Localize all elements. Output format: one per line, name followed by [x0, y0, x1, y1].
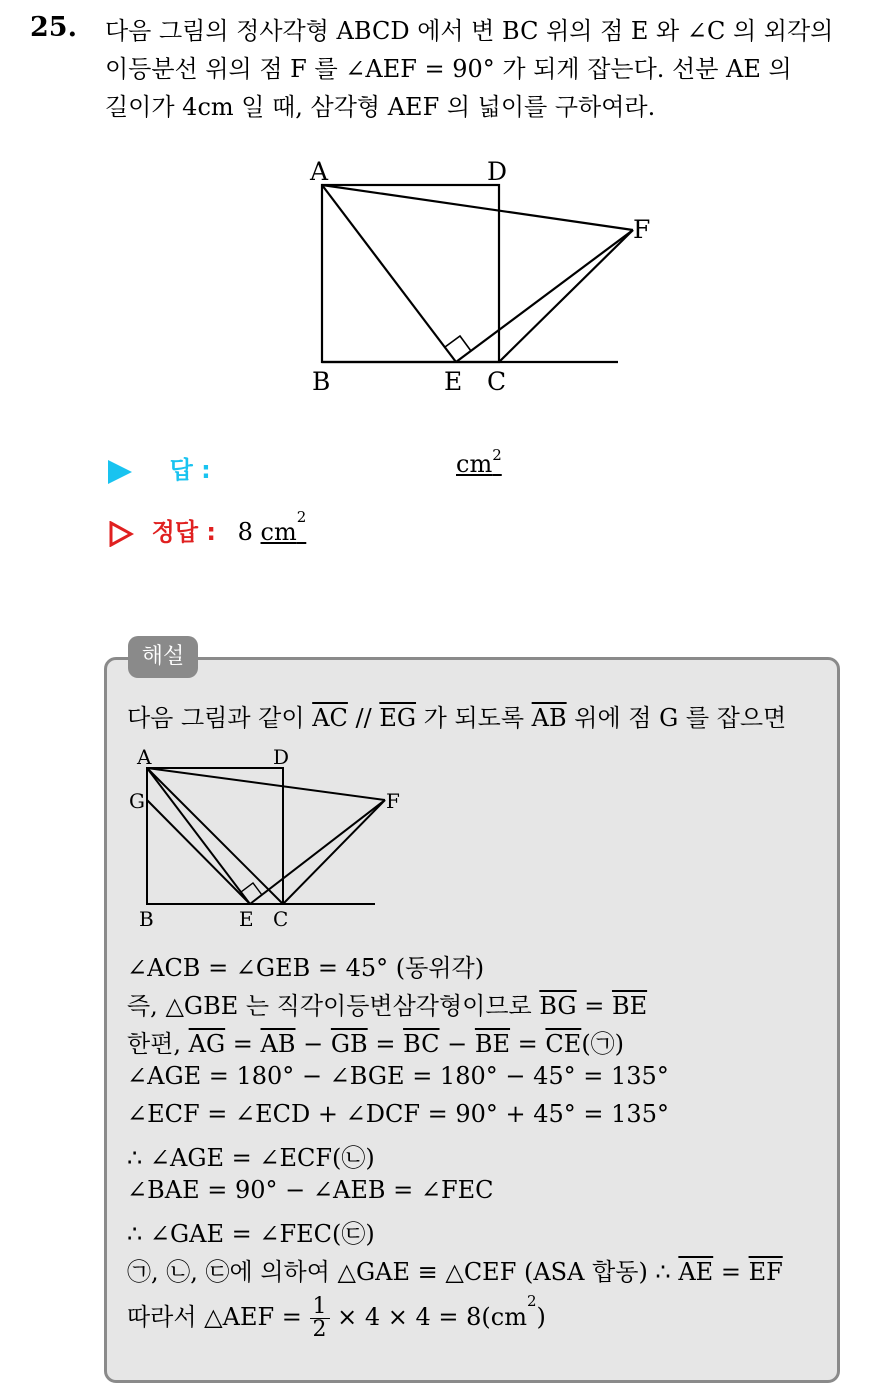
- solution-line-2: 즉, △GBE 는 직각이등변삼각형이므로 $\overline{BG} = \overline{BE}$: [127, 992, 648, 1020]
- label-e: E: [239, 907, 254, 931]
- correct-answer-label: 정답 :: [151, 518, 216, 546]
- correct-answer-row: [108, 508, 307, 547]
- label-c: C: [273, 907, 289, 931]
- figure-square-abcd: [290, 150, 670, 410]
- label-e: E: [444, 367, 463, 396]
- answer-label: 답 :: [169, 456, 211, 484]
- triangle-play-icon: [108, 460, 132, 484]
- label-c: C: [487, 367, 507, 396]
- solution-line-5: ∠ECF = ∠ECD + ∠DCF = 90° + 45° = 135°: [127, 1100, 669, 1128]
- label-g: G: [129, 789, 145, 813]
- correct-answer-unit: $cm^2$: [260, 508, 307, 546]
- label-f: F: [633, 215, 651, 244]
- label-f: F: [386, 789, 400, 813]
- answer-unit: $cm^2$: [456, 446, 502, 478]
- solution-line-9: ㉠, ㉡, ㉢에 의하여 △GAE ≡ △CEF (ASA 합동) ∴ $\overline{AE} = \overline{EF}$: [127, 1258, 783, 1286]
- label-b: B: [312, 367, 331, 396]
- label-a: A: [310, 157, 329, 186]
- solution-intro: 다음 그림과 같이 $\overline{AC} // \overline{EG}$ 가 되도록 $\overline{AB}$ 위에 점 G 를 잡으면: [127, 704, 787, 732]
- solution-line-3: 한편, $\overline{AG} = \overline{AB} - \overline{GB} = \overline{BC} - \overline{BE}$ = $\overline{CE}(㉠)$: [127, 1030, 625, 1058]
- triangle-outline-icon: [108, 521, 134, 547]
- question-number: 25.: [30, 12, 77, 43]
- question-text: 다음 그림의 정사각형 ABCD 에서 변 BC 위의 점 E 와 ∠C 의 외각의 이등분선 위의 점 F 를 ∠AEF = 90° 가 되게 잡는다. 선분 AE 의 길이가 4cm 일 때, 삼각형 AEF 의 넓이를 구하여라.: [105, 17, 834, 121]
- label-d: D: [487, 157, 508, 186]
- fraction-one-half: $\frac{1}{2}$: [310, 1296, 330, 1341]
- solution-line-7: ∠BAE = 90° − ∠AEB = ∠FEC: [127, 1176, 494, 1204]
- answer-row: [108, 446, 502, 485]
- solution-box: [104, 657, 840, 1383]
- solution-tag: 해설: [128, 636, 198, 678]
- solution-line-1: ∠ACB = ∠GEB = 45° (동위각): [127, 954, 485, 982]
- label-d: D: [273, 745, 290, 769]
- solution-line-10: 따라서 △AEF = $\frac{1}{2}$ × $4 \times 4 = 8(cm^2)$: [127, 1292, 546, 1342]
- solution-line-6: ∴ ∠AGE = ∠ECF(㉡): [127, 1144, 375, 1172]
- solution-line-4: ∠AGE = 180° − ∠BGE = 180° − 45° = 135°: [127, 1062, 669, 1090]
- label-a: A: [137, 745, 152, 769]
- figure-auxiliary-g: [127, 742, 407, 932]
- solution-line-8: ∴ ∠GAE = ∠FEC(㉢): [127, 1220, 375, 1248]
- label-b: B: [139, 907, 154, 931]
- correct-answer-value: 8: [237, 518, 253, 546]
